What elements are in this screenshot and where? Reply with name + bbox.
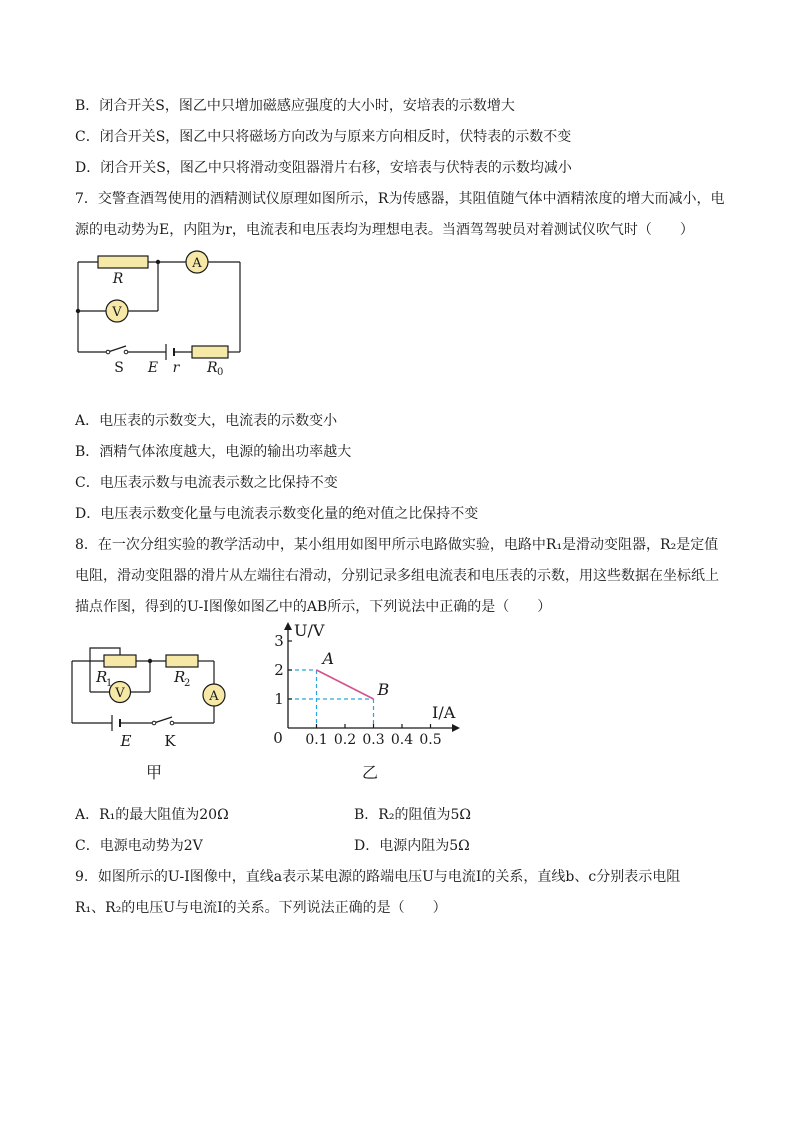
q7-junction-dot (156, 260, 160, 264)
q8-switch-contact (152, 721, 156, 725)
ab-segment (317, 670, 374, 699)
q8-r1-label: R (96, 668, 108, 686)
q7-emf-label: E (147, 360, 159, 376)
q8-figure-caption-yi: 乙 (361, 763, 379, 782)
q7-internal-r-label: r (172, 360, 180, 376)
q7-option-c: C．电压表示数与电流表示数之比保持不变 (75, 475, 338, 491)
y-tick-label: 3 (274, 632, 284, 650)
q8-switch-contact (170, 721, 174, 725)
point-label-a: A (322, 649, 335, 668)
q9-stem-line1: 9．如图所示的U-I图像中，直线a表示某电源的路端电压U与电流I的关系，直线b、c分别表示电阻 (75, 869, 681, 885)
q7-resistor-r (98, 256, 148, 268)
q8-junction-dot (148, 659, 152, 663)
q8-figure-caption-jia: 甲 (145, 763, 163, 782)
point-label-b: B (377, 680, 390, 699)
x-tick-label: 0.4 (390, 732, 414, 748)
prev-option-b: B．闭合开关S，图乙中只增加磁感应强度的大小时，安培表的示数增大 (75, 98, 515, 114)
q7-ammeter-label: A (192, 256, 202, 271)
y-axis-label: U/V (294, 621, 325, 640)
q8-r2-label: R (174, 668, 186, 686)
q7-resistor-r0 (192, 346, 228, 358)
prev-option-c: C．闭合开关S，图乙中只将磁场方向改为与原来方向相反时，伏特表的示数不变 (75, 129, 572, 145)
q7-option-d: D．电压表示数变化量与电流表示数变化量的绝对值之比保持不变 (75, 506, 479, 522)
q7-stem-line1: 7．交警查酒驾使用的酒精测试仪原理如图所示，R为传感器，其阻值随气体中酒精浓度的增大而减小，电 (75, 191, 725, 207)
q8-option-d: D．电源内阻为5Ω (354, 838, 470, 854)
q8-stem-line1: 8．在一次分组实验的教学活动中，某小组用如图甲所示电路做实验，电路中R₁是滑动变阻器，R₂是定值 (75, 537, 719, 553)
q8-option-a: A．R₁的最大阻值为20Ω (75, 807, 229, 823)
q8-voltmeter-label: V (115, 686, 125, 701)
q7-junction-dot (76, 309, 80, 313)
y-tick-label: 2 (274, 661, 284, 679)
prev-option-d: D．闭合开关S，图乙中只将滑动变阻器滑片右移，安培表与伏特表的示数均减小 (75, 160, 572, 176)
q8-ui-graph-yi (265, 618, 465, 783)
q7-option-b: B．酒精气体浓度越大，电源的输出功率越大 (75, 444, 352, 460)
q7-r-label: R (112, 271, 124, 287)
q7-switch-label: S (114, 360, 124, 376)
x-axis-arrowhead (452, 724, 460, 732)
q8-ammeter-label: A (209, 689, 219, 704)
x-tick-label: 0.5 (419, 732, 442, 748)
x-tick-label: 0.3 (362, 732, 385, 748)
q8-option-b: B．R₂的阻值为5Ω (354, 807, 471, 823)
q8-stem-line3: 描点作图，得到的U-I图像如图乙中的AB所示，下列说法中正确的是（ ） (75, 599, 552, 615)
q8-r2-subscript: 2 (184, 678, 191, 689)
q8-switch-label: K (164, 732, 176, 750)
q7-voltmeter-label: V (112, 305, 122, 320)
q9-stem-line2: R₁、R₂的电压U与电流I的关系。下列说法正确的是（ ） (75, 900, 447, 916)
q7-option-a: A．电压表的示数变大，电流表的示数变小 (75, 413, 338, 429)
q7-r0-label: R (207, 360, 218, 376)
q8-stem-line2: 电阻，滑动变阻器的滑片从左端往右滑动，分别记录多组电流表和电压表的示数，用这些数据在坐标纸上 (75, 568, 719, 584)
y-tick-label: 1 (274, 690, 284, 708)
q7-r0-subscript: 0 (217, 367, 224, 378)
q8-r1-subscript: 1 (106, 678, 113, 689)
y-axis-arrowhead (284, 622, 292, 630)
q7-switch-contact (106, 350, 110, 354)
q7-switch-contact (124, 350, 128, 354)
q8-resistor-r1 (104, 655, 136, 667)
q8-resistor-r2 (166, 655, 198, 667)
origin-label: 0 (273, 729, 283, 747)
q7-stem-line2: 源的电动势为E，内阻为r，电流表和电压表均为理想电表。当酒驾驾驶员对着测试仪吹气时（ ） (75, 222, 694, 238)
q8-emf-label: E (120, 732, 132, 750)
q8-circuit-diagram-jia (65, 640, 235, 780)
x-tick-label: 0.1 (305, 732, 328, 748)
x-tick-label: 0.2 (333, 732, 357, 748)
q7-circuit-diagram (60, 245, 260, 380)
x-axis-label: I/A (432, 703, 456, 722)
q8-option-c: C．电源电动势为2V (75, 838, 203, 854)
